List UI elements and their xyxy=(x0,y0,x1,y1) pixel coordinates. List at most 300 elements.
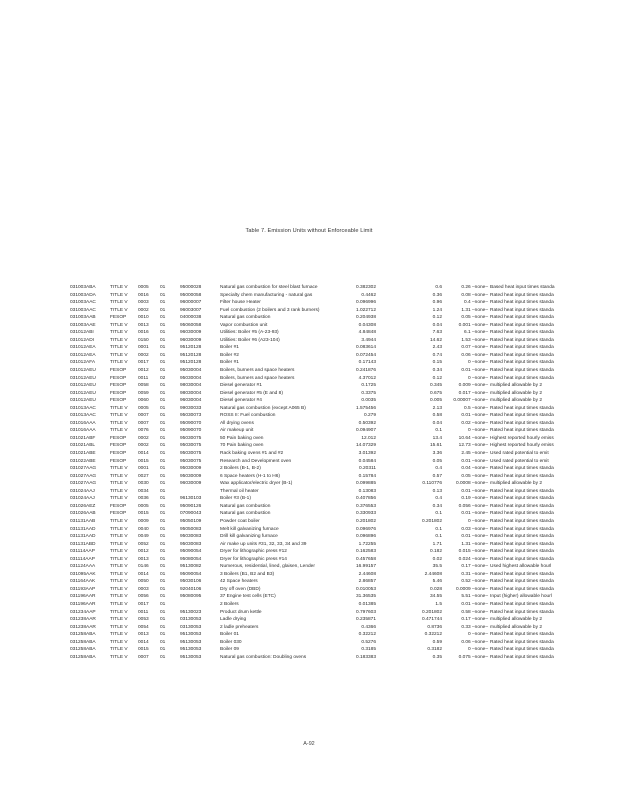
table-cell: 01 xyxy=(160,511,166,517)
table-row xyxy=(70,337,630,345)
table-cell: 0014 xyxy=(138,571,149,577)
table-cell: 1.71 xyxy=(432,541,442,547)
table-cell: 07090043 xyxy=(180,511,202,517)
table-cell: 2 Boilers xyxy=(220,601,239,607)
table-row xyxy=(70,435,630,443)
table-cell: 031012AEU xyxy=(70,383,96,389)
table-cell: 0.05 –none– xyxy=(461,315,488,321)
table-cell: 01 xyxy=(160,654,166,660)
table-cell: 031196AAR xyxy=(70,594,96,600)
table-cell: 0.8736 xyxy=(427,624,442,630)
table-cell: 01 xyxy=(160,541,166,547)
table-cell: 96030009 xyxy=(180,337,202,343)
table-cell: 1.24 xyxy=(432,307,442,313)
table-cell: 95130023 xyxy=(180,609,202,615)
table-row xyxy=(70,639,630,647)
table-row xyxy=(70,427,630,435)
table-cell: 04000038 xyxy=(180,315,202,321)
table-cell: Dryer for lithographic press #14 xyxy=(220,556,287,562)
table-cell: 0.0008 –none– xyxy=(455,481,488,487)
table-cell: TITLE V xyxy=(110,609,128,615)
table-cell: 0.017 –none– xyxy=(458,390,488,396)
table-cell: 0.1725 xyxy=(361,383,376,389)
table-cell: 0002 xyxy=(138,307,149,313)
table-cell: 1.31 –none– xyxy=(461,541,488,547)
table-cell: TITLE V xyxy=(110,428,128,434)
table-cell: 031003AAB xyxy=(70,315,96,321)
table-cell: 2.86857 xyxy=(358,579,376,585)
table-cell: TITLE V xyxy=(110,420,128,426)
table-cell: 0014 xyxy=(138,451,149,457)
table-row xyxy=(70,480,630,488)
table-cell: 031022ABE xyxy=(70,458,96,464)
table-cell: 031027AAG xyxy=(70,481,97,487)
table-cell: Rated heat input times standa xyxy=(490,549,554,555)
table-cell: Boiler 01 xyxy=(220,632,239,638)
table-cell: TITLE V xyxy=(110,549,128,555)
table-cell: 0.52 –none– xyxy=(461,579,488,585)
table-cell: TITLE V xyxy=(110,405,128,411)
table-cell: 0.34 xyxy=(432,368,442,374)
table-cell: Boiler #1 xyxy=(220,360,239,366)
table-cell: 031003ABA xyxy=(70,285,96,290)
table-cell: 0.05 –none– xyxy=(461,473,488,479)
table-row xyxy=(70,556,630,564)
table-cell: Rated heat input times standa xyxy=(490,360,554,366)
table-cell: 0.005 xyxy=(429,398,442,404)
table-row xyxy=(70,299,630,307)
table-cell: 95000028 xyxy=(180,285,202,290)
table-cell: 0.162583 xyxy=(355,549,376,555)
table-row xyxy=(70,601,630,609)
table-cell: Rated heat input times standa xyxy=(490,526,554,532)
table-cell: 0.201802 xyxy=(421,518,442,524)
table-cell: 0030 xyxy=(138,481,149,487)
table-cell: Rated heat input times standa xyxy=(490,315,554,321)
table-cell: 031012AEU xyxy=(70,390,96,396)
table-cell: 0.5 –none– xyxy=(463,405,488,411)
table-cell: 01 xyxy=(160,609,166,615)
table-cell: 01 xyxy=(160,534,166,540)
table-cell: 0.01385 xyxy=(358,601,376,607)
table-cell: TITLE V xyxy=(110,481,128,487)
table-cell: 0005 xyxy=(138,405,149,411)
table-cell: 15.61 xyxy=(429,443,442,449)
table-cell: 0.01 –none– xyxy=(461,458,488,464)
table-caption: Table 7. Emission Units without Enforceable Limit xyxy=(245,228,373,234)
table-row xyxy=(70,563,630,571)
table-cell: 01 xyxy=(160,549,166,555)
table-cell: TITLE V xyxy=(110,307,128,313)
table-cell: Based heat input times standa xyxy=(490,285,555,290)
table-cell: TITLE V xyxy=(110,624,128,630)
table-cell: Ladle drying xyxy=(220,617,247,623)
table-cell: Rated heat input times standa xyxy=(490,322,554,328)
table-cell: 031012AEU xyxy=(70,375,96,381)
table-cell: Rated heat input times standa xyxy=(490,639,554,645)
table-cell: 01 xyxy=(160,443,166,449)
table-cell: 4.84848 xyxy=(358,330,376,336)
table-row xyxy=(70,420,630,428)
table-cell: 0.797603 xyxy=(355,609,376,615)
table-cell: Rated heat input times standa xyxy=(490,541,554,547)
table-cell: 0052 xyxy=(138,541,149,547)
table-cell: 01 xyxy=(160,466,166,472)
table-cell: 0053 xyxy=(138,617,149,623)
table-cell: Melt kill galvanizing furnace xyxy=(220,526,279,532)
emission-units-table xyxy=(70,248,618,661)
table-cell: 01 xyxy=(160,647,166,653)
table-cell: 95120128 xyxy=(180,345,202,351)
table-cell: 0007 xyxy=(138,420,149,426)
table-cell: 0.241876 xyxy=(355,368,376,374)
table-cell: Rated heat input times standa xyxy=(490,330,554,336)
table-cell: 031131AAD xyxy=(70,526,96,532)
table-cell: TITLE V xyxy=(110,518,128,524)
table-cell: 0056 xyxy=(138,594,149,600)
table-cell: 031258ABA xyxy=(70,654,96,660)
table-cell: 031012ABI xyxy=(70,330,94,336)
table-cell: Rated heat input times standa xyxy=(490,586,554,592)
table-cell: 2.43 xyxy=(432,345,442,351)
table-cell: 0.01 –none– xyxy=(461,534,488,540)
table-cell: 14.07329 xyxy=(355,443,376,449)
table-cell: 0.12 xyxy=(432,315,442,321)
table-cell: Diesel generator #1 xyxy=(220,383,262,389)
table-cell: 0010 xyxy=(138,315,149,321)
table-cell: 96000007 xyxy=(180,300,202,306)
table-cell: 10.64 –none– xyxy=(458,435,488,441)
table-cell: 0.182 xyxy=(429,549,442,555)
table-cell: 031238AAR xyxy=(70,624,96,630)
table-cell: 01 xyxy=(160,420,166,426)
table-cell: 0014 xyxy=(138,639,149,645)
table-cell: 0015 xyxy=(138,647,149,653)
table-cell: 0.32212 xyxy=(424,632,442,638)
table-row xyxy=(70,473,630,481)
table-cell: Rated heat input times standa xyxy=(490,654,554,660)
table-cell: Rated heat input times standa xyxy=(490,292,554,298)
table-cell: 95090054 xyxy=(180,571,202,577)
table-cell: TITLE V xyxy=(110,322,128,328)
table-cell: 01 xyxy=(160,632,166,638)
table-cell: TITLE V xyxy=(110,594,128,600)
table-row xyxy=(70,578,630,586)
table-cell: TITLE V xyxy=(110,639,128,645)
table-cell: 031131AAB xyxy=(70,518,96,524)
table-cell: 95030075 xyxy=(180,458,202,464)
table-cell: TITLE V xyxy=(110,292,128,298)
table-cell: 2 Boilers (B-1, B-2) xyxy=(220,466,261,472)
table-cell: TITLE V xyxy=(110,488,128,494)
table-cell: 031012AEU xyxy=(70,368,96,374)
table-cell: 0.0035 xyxy=(361,398,376,404)
table-cell: Dryer for lithographic press #12 xyxy=(220,549,287,555)
table-cell: 031114AAP xyxy=(70,556,95,562)
table-cell: TITLE V xyxy=(110,534,128,540)
table-row xyxy=(70,292,630,300)
table-row xyxy=(70,593,630,601)
table-cell: 031027AAG xyxy=(70,473,97,479)
table-cell: 01 xyxy=(160,405,166,411)
table-cell: 0.345 xyxy=(429,383,442,389)
table-cell: FESOP xyxy=(110,390,127,396)
table-row xyxy=(70,375,630,383)
table-cell: 01 xyxy=(160,300,166,306)
table-cell: FESOP xyxy=(110,315,127,321)
table-cell: 01 xyxy=(160,285,166,290)
table-cell: 0.3375 xyxy=(361,390,376,396)
table-cell: 0.00007 –none– xyxy=(453,398,488,404)
table-cell: 0049 xyxy=(138,534,149,540)
table-cell: multiplied allowable by 2 xyxy=(490,481,542,487)
table-row xyxy=(70,352,630,360)
table-cell: TITLE V xyxy=(110,586,128,592)
table-cell: Air makeup unit xyxy=(220,428,254,434)
table-cell: 0.279 xyxy=(363,413,376,419)
table-row xyxy=(70,541,630,549)
table-cell: 7.63 xyxy=(432,330,442,336)
table-cell: 031012AFA xyxy=(70,360,96,366)
table-cell: 01 xyxy=(160,390,166,396)
table-cell: 01 xyxy=(160,368,166,374)
table-cell: 0.1 xyxy=(435,428,442,434)
table-cell: 0 –none– xyxy=(467,647,488,653)
table-cell: Rated heat input times standa xyxy=(490,518,554,524)
table-cell: 031238AAR xyxy=(70,617,96,623)
table-cell: Specialty chem manufacturing - natural gas xyxy=(220,292,313,298)
table-cell: 0.02 xyxy=(432,556,442,562)
table-cell: 01 xyxy=(160,451,166,457)
table-cell: 0.096996 xyxy=(355,300,376,306)
table-cell: 0.59 xyxy=(432,639,442,645)
table-cell: TITLE V xyxy=(110,473,128,479)
table-cell: Rated heat input times standa xyxy=(490,571,554,577)
table-cell: FESOP xyxy=(110,451,127,457)
table-cell: 2.44608 xyxy=(424,571,442,577)
table-cell: 0.12 xyxy=(432,375,442,381)
table-cell: 12.012 xyxy=(361,435,376,441)
table-cell: ROSS II: Fuel combustion xyxy=(220,413,276,419)
table-cell: 0013 xyxy=(138,632,149,638)
table-cell: multiplied allowable by 2 xyxy=(490,617,542,623)
table-cell: Natural gas combustion for steel blast furnace xyxy=(220,285,318,290)
table-cell: 0.04 –none– xyxy=(461,466,488,472)
table-cell: 0.110776 xyxy=(422,481,442,487)
table-cell: TITLE V xyxy=(110,579,128,585)
table-row xyxy=(70,616,630,624)
table-cell: 0.6 xyxy=(435,285,442,290)
table-cell: 95050109 xyxy=(180,518,202,524)
table-cell: 031027AAG xyxy=(70,466,97,472)
table-cell: 0.1 xyxy=(435,534,442,540)
table-row xyxy=(70,458,630,466)
table-cell: 031024AAJ xyxy=(70,496,95,502)
table-cell: 01 xyxy=(160,337,166,343)
table-cell: 0.15 xyxy=(432,360,442,366)
table-cell: 01 xyxy=(160,292,166,298)
table-cell: 3.01392 xyxy=(358,451,376,457)
table-cell: 031234AAP xyxy=(70,609,96,615)
table-cell: 2.45 –none– xyxy=(461,451,488,457)
table-cell: 0.50392 xyxy=(358,420,376,426)
table-cell: 0007 xyxy=(138,654,149,660)
table-cell: 0059 xyxy=(138,390,149,396)
table-cell: TITLE V xyxy=(110,654,128,660)
table-cell: 70 Pain baking oven xyxy=(220,443,264,449)
table-cell: 2 ladle preheaters xyxy=(220,624,259,630)
table-row xyxy=(70,307,630,315)
table-cell: Input (higher) allowable hourl xyxy=(490,594,552,600)
table-cell: 031021ABL xyxy=(70,443,96,449)
table-cell: 0.36 xyxy=(432,292,442,298)
table-cell: 95060058 xyxy=(180,322,202,328)
table-cell: Highest reported hourly emiss xyxy=(490,435,554,441)
table-cell: Used highest allowable hourl xyxy=(490,564,552,570)
table-cell: 0.201802 xyxy=(355,518,376,524)
table-cell: 0.4 xyxy=(435,496,442,502)
table-cell: 0005 xyxy=(138,503,149,509)
table-cell: Utilities: Boiler #5 (A-23-93) xyxy=(220,330,279,336)
table-cell: 3 Boilers (B1, B2 and B3) xyxy=(220,571,275,577)
table-cell: 0.04 xyxy=(432,322,442,328)
table-cell: 1.5 xyxy=(435,601,442,607)
table-cell: 42 Space heaters xyxy=(220,579,258,585)
table-cell: Rated heat input times standa xyxy=(490,496,554,502)
table-cell: 0.675 xyxy=(429,390,442,396)
table-row xyxy=(70,571,630,579)
table-cell: 0 –none– xyxy=(467,518,488,524)
table-cell: 0.07 –none– xyxy=(461,345,488,351)
table-cell: 0.001 –none– xyxy=(458,322,488,328)
table-cell: 0.35 xyxy=(432,654,442,660)
table-cell: 031021ABF xyxy=(70,435,96,441)
table-cell: 0.34 xyxy=(432,503,442,509)
table-cell: 95130053 xyxy=(180,639,202,645)
table-cell: Rated heat input times standa xyxy=(490,632,554,638)
table-cell: 02 xyxy=(160,375,166,381)
table-cell: 95090070 xyxy=(180,428,202,434)
table-cell: 50 Pain baking oven xyxy=(220,435,264,441)
table-cell: 0.3185 xyxy=(361,647,376,653)
table-cell: 0058 xyxy=(138,383,149,389)
table-cell: 01 xyxy=(160,488,166,494)
table-cell: 01 xyxy=(160,624,166,630)
table-cell: Boiler #2 xyxy=(220,352,239,358)
table-cell: 1.53 –none– xyxy=(461,337,488,343)
table-cell: TITLE V xyxy=(110,541,128,547)
table-cell: multiplied allowable by 2 xyxy=(490,390,542,396)
table-cell: 01 xyxy=(160,322,166,328)
table-cell: 01 xyxy=(160,503,166,509)
table-cell: TITLE V xyxy=(110,352,128,358)
table-cell: 0.407856 xyxy=(355,496,376,502)
table-cell: 0013 xyxy=(138,556,149,562)
table-cell: 0.096976 xyxy=(355,526,376,532)
table-cell: 0146 xyxy=(138,564,149,570)
table-row xyxy=(70,367,630,375)
table-cell: Rated heat input times standa xyxy=(490,556,554,562)
table-cell: 0.08 –none– xyxy=(461,292,488,298)
table-cell: Boiler 09 xyxy=(220,647,239,653)
table-cell: Diesel generator #4 xyxy=(220,398,262,404)
table-cell: Numerous, residential, lined, glaisen, Lender xyxy=(220,564,315,570)
table-cell: 95030075 xyxy=(180,443,202,449)
table-cell: FESOP xyxy=(110,398,127,404)
table-row xyxy=(70,533,630,541)
table-cell: 01 xyxy=(160,639,166,645)
table-cell: 01 xyxy=(160,586,166,592)
table-cell: 0.32212 xyxy=(358,632,376,638)
table-cell: 01 xyxy=(160,579,166,585)
table-cell: 031095AAK xyxy=(70,571,96,577)
table-cell: Dry off oven (DBD) xyxy=(220,586,261,592)
table-cell: 0017 xyxy=(138,601,149,607)
table-cell: 0.083614 xyxy=(355,345,376,351)
table-cell: 1.72255 xyxy=(358,541,376,547)
table-cell: 0.010053 xyxy=(355,586,376,592)
table-cell: 031193AAP xyxy=(70,586,96,592)
table-cell: 0.01 –none– xyxy=(461,511,488,517)
page-number: A-92 xyxy=(303,741,315,747)
table-cell: 0.13 xyxy=(432,488,442,494)
table-cell: Diesel generator #5 (E and 8) xyxy=(220,390,283,396)
table-cell: 0.03 –none– xyxy=(461,526,488,532)
table-cell: 0016 xyxy=(138,292,149,298)
table-cell: 0.4366 xyxy=(361,624,376,630)
table-row xyxy=(70,631,630,639)
table-row xyxy=(70,495,630,503)
table-cell: 0 –none– xyxy=(467,632,488,638)
table-cell: 5.51 –none– xyxy=(461,594,488,600)
table-cell: Rated heat input times standa xyxy=(490,345,554,351)
table-cell: 0054 xyxy=(138,624,149,630)
table-cell: 0.457658 xyxy=(355,556,376,562)
table-cell: 0076 xyxy=(138,428,149,434)
table-cell: 01 xyxy=(160,360,166,366)
table-cell: 96030009 xyxy=(180,330,202,336)
table-cell: Rated heat input times standa xyxy=(490,511,554,517)
table-cell: 0.05 xyxy=(432,458,442,464)
table-cell: Vapor combustion unit xyxy=(220,322,268,328)
table-cell: TITLE V xyxy=(110,466,128,472)
table-cell: Rated heat input times standa xyxy=(490,300,554,306)
table-cell: 92040106 xyxy=(180,586,202,592)
table-cell: 95090126 xyxy=(180,503,202,509)
table-cell: 0002 xyxy=(138,443,149,449)
table-cell: 01 xyxy=(160,481,166,487)
table-cell: 95030009 xyxy=(180,466,202,472)
table-cell: 01 xyxy=(160,398,166,404)
table-cell: Highest reported hourly emiss xyxy=(490,443,554,449)
table-cell: 3.36 xyxy=(432,451,442,457)
table-cell: Natural gas combustion xyxy=(220,511,271,517)
table-cell: 0.96 xyxy=(432,300,442,306)
table-cell: 95030004 xyxy=(180,368,202,374)
table-cell: TITLE V xyxy=(110,337,128,343)
table-cell: TITLE V xyxy=(110,647,128,653)
table-cell: TITLE V xyxy=(110,526,128,532)
table-cell: 01 xyxy=(160,473,166,479)
table-cell: TITLE V xyxy=(110,632,128,638)
table-cell: Utilities: Boiler #6 (A23-104) xyxy=(220,337,280,343)
table-cell: 01 xyxy=(160,594,166,600)
table-cell: 0050 xyxy=(138,579,149,585)
table-cell: 031013AAC xyxy=(70,405,96,411)
table-cell: 01 xyxy=(160,564,166,570)
table-cell: 031164AAK xyxy=(70,579,96,585)
table-cell: 01 xyxy=(160,352,166,358)
